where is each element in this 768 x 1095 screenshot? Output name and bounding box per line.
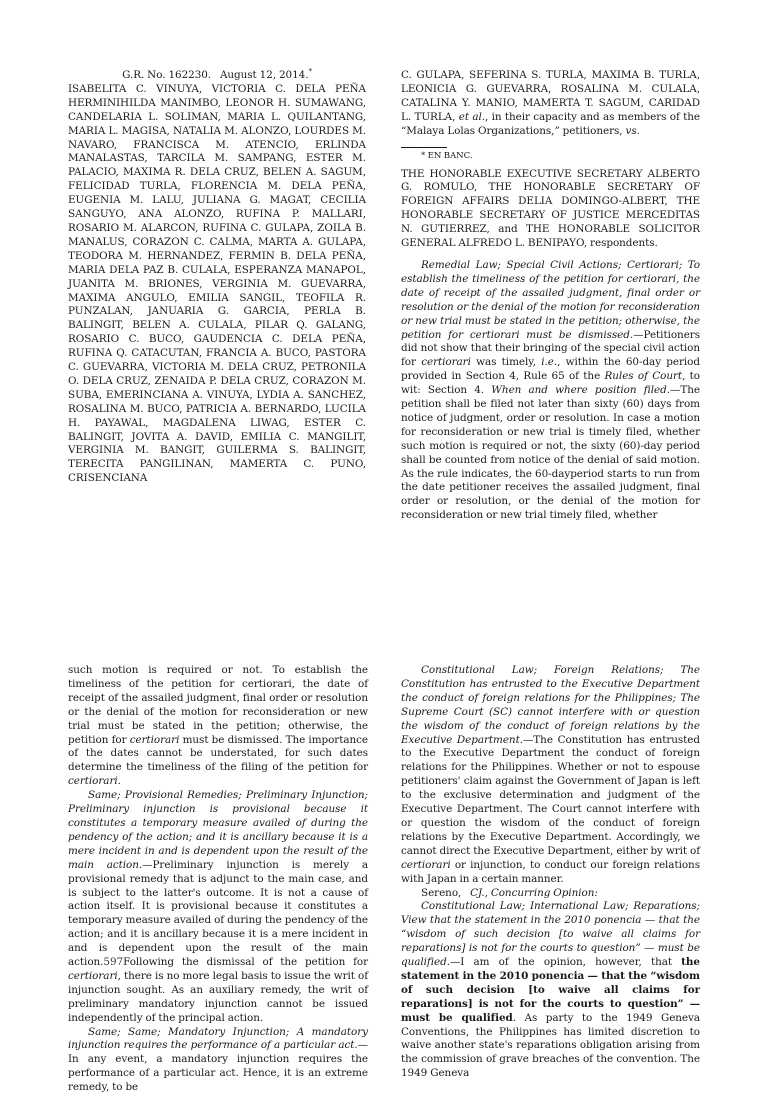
case-number: G.R. No. 162230. — [122, 69, 212, 81]
opinion-title: CJ., Concurring Opinion: — [470, 886, 598, 899]
syllabus5-bold: the statement in the 2010 ponencia — that the “wisdom of such decision [to waive all claims for reparations] is not for the courts to question” — must be qualified — [401, 956, 700, 1024]
page1-left-column — [68, 69, 366, 486]
footnote-mark: * — [308, 67, 312, 76]
syllabus-reparations — [401, 900, 700, 1081]
et-al: et al. — [458, 110, 485, 123]
syllabus1-text-e: —The petition shall be filed not later than sixty (60) days from notice of judgment, order or resolution. In case a motion for reconsideration or new trial is timely filed, whether such motion is required or not, the sixty (60)-day period shall be counted from notice of the denial of said motion. As the rule indicates, the 60-dayperiod starts to run from the date petitioner receives the assailed judgment, final order or resolution, or the denial of the motion for reconsideration or new trial timely filed, whether — [401, 384, 700, 522]
page1-right-column — [401, 69, 700, 523]
syllabus-mandatory-injunction — [68, 1026, 368, 1095]
timeliness-paragraph — [68, 664, 368, 789]
versus: vs. — [625, 124, 640, 137]
syllabus1-text-a: —Petitioners did not show that their bringing of the special civil action for — [401, 328, 700, 369]
syllabus1-rules: Rules of Court — [604, 370, 683, 383]
page2-right-column — [401, 664, 700, 1081]
concurring-opinion-heading — [401, 887, 700, 901]
petitioners-cont-text: C. GULAPA, SEFERINA S. TURLA, MAXIMA B. TURLA, LEONICIA G. GUEVARRA, ROSALINA M. CULALA, CATALINA Y. MANIO, MAMERTA T. SAGUM, CARIDAD L. TURLA, — [401, 69, 700, 123]
syllabus5-text-a: —I am of the opinion, however, that — [449, 956, 682, 969]
para1-text-b: must be dismissed. The importance of the dates cannot be understated, for such dates determine the timeliness of the filing of the petition for — [68, 733, 368, 774]
respondents-label: respondents. — [587, 237, 658, 250]
para1-certiorari: certiorari — [129, 733, 180, 746]
page2-left-column — [68, 664, 368, 1095]
case-date: August 12, 2014. — [219, 69, 309, 81]
footnote-rule — [401, 147, 447, 148]
syllabus-foreign-relations — [401, 664, 700, 887]
syllabus2-text-a: —Preliminary injunction is merely a provisional remedy that is adjunct to the main case, and is subject to the latter's outcome. It is not a cause of action itself. It is provisional because it constitutes a temporary measure availed of during the pendency of the action; and it is ancillary because it is a mere incident in and is dependent upon the result of the main action. — [68, 858, 369, 969]
syllabus3-text-a: —In any event, a mandatory injunction requires the performance of a particular act. Hence, it is an extreme remedy, to be — [68, 1039, 368, 1094]
para1-certiorari-2: certiorari — [68, 775, 118, 788]
respondents-names: THE HONORABLE EXECUTIVE SECRETARY ALBERTO G. ROMULO, THE HONORABLE SECRETARY OF FOREIGN AFFAIRS DELIA DOMINGO-ALBERT, THE HONORABLE SECRETARY OF JUSTICE MERCEDITAS N. GUTIERREZ, and THE HONORABLE SOLICITOR GENERAL ALFREDO L. BENIPAYO, — [401, 167, 700, 250]
para1-text-c: . — [117, 775, 121, 788]
petitioners-list: ISABELITA C. VINUYA, VICTORIA C. DELA PEÑA HERMINIHILDA MANIMBO, LEONOR H. SUMAWANG, CANDELARIA L. SOLIMAN, MARIA L. QUILANTANG, MARIA L. MAGISA, NATALIA M. ALONZO, LOURDES M. NAVARO, FRANCISCA M. ATENCIO, ERLINDA MANALASTAS, TARCILA M. SAMPANG, ESTER M. PALACIO, MAXIMA R. DELA CRUZ, BELEN A. SAGUM, FELICIDAD TURLA, FLORENCIA M. DELA PEÑA, EUGENIA M. LALU, JULIANA G. MAGAT, CECILIA SANGUYO, ANA ALONZO, RUFINA P. MALLARI, ROSARIO M. ALARCON, RUFINA C. GULAPA, ZOILA B. MANALUS, CORAZON C. CALMA, MARTA A. GULAPA, TEODORA M. HERNANDEZ, FERMIN B. DELA PEÑA, MARIA DELA PAZ B. CULALA, ESPERANZA MANAPOL, JUANITA M. BRIONES, VERGINIA M. GUEVARRA, MAXIMA ANGULO, EMILIA SANGIL, TEOFILA R. PUNZALAN, JANUARIA G. GARCIA, PERLA B. BALINGIT, BELEN A. CULALA, PILAR Q. GALANG, ROSARIO C. BUCO, GAUDENCIA C. DELA PEÑA, RUFINA Q. CATACUTAN, FRANCIA A. BUCO, PASTORA C. GUEVARRA, VICTORIA M. DELA CRUZ, PETRONILA O. DELA CRUZ, ZENAIDA P. DELA CRUZ, CORAZON M. SUBA, EMERINCIANA A. VINUYA, LYDIA A. SANCHEZ, ROSALINA M. BUCO, PATRICIA A. BERNARDO, LUCILA H. PAYAWAL, MAGDALENA LIWAG, ESTER C. BALINGIT, JOVITA A. DAVID, EMILIA C. MANGILIT, VERGINIA M. BANGIT, GUILERMA S. BALINGIT, TERECITA PANGILINAN, MAMERTA C. PUNO, CRISENCIANA — [68, 82, 366, 485]
syllabus1-certiorari: certiorari — [421, 356, 471, 369]
case-header — [68, 69, 366, 83]
syllabus1-text-b: was timely, — [470, 356, 542, 369]
justice-name: Sereno, — [421, 886, 462, 899]
syllabus4-certiorari: certiorari — [401, 858, 451, 871]
capacity-text: , in their capacity and as members of the “Malaya Lolas Organizations,” petitioners, — [401, 110, 700, 137]
syllabus1-when: When and where position filed. — [491, 384, 671, 397]
syllabus1-heading: Remedial Law; Special Civil Actions; Certiorari; To establish the timeliness of the petition for certiorari, the date of receipt of the assailed judgment, final order or resolution or the denial of the motion for reconsideration or new trial must be stated in the petition; otherwise, the petition for certiorari must be dismissed. — [401, 258, 700, 341]
syllabus2-text-c: , there is no more legal basis to issue the writ of injunction sought. As an auxiliary remedy, the writ of preliminary mandatory injunction cannot be issued independently of the principal action. — [68, 969, 368, 1024]
syllabus3-heading: Same; Same; Mandatory Injunction; A mandatory injunction requires the performance of a particular act. — [68, 1025, 368, 1052]
syllabus-preliminary-injunction — [68, 789, 368, 1025]
syllabus5-heading: Constitutional Law; International Law; Reparations; View that the statement in the 2010 ponencia — that the “wisdom of such decision [to waive all claims for reparations] is not for the courts to question” — must be qualified. — [401, 900, 700, 969]
syllabus4-heading: Constitutional Law; Foreign Relations; The Constitution has entrusted to the Executive Department the conduct of foreign relations for the Philippines; The Supreme Court (SC) cannot interfere with or question the wisdom of the conduct of foreign relations by the Executive Department. — [401, 664, 700, 746]
footnote-en-banc: * EN BANC. — [421, 150, 473, 161]
syllabus2-certiorari: certiorari — [68, 969, 118, 982]
respondents-list — [401, 168, 700, 251]
syllabus2-heading: Same; Provisional Remedies; Preliminary Injunction; Preliminary injunction is provisional because it constitutes a temporary measure availed of during the pendency of the action; and it is ancillary because it is a mere incident in and is dependent upon the result of the main action. — [68, 789, 368, 871]
syllabus5-text-b: . As party to the 1949 Geneva Conventions, the Philippines has limited discretion to waive another state's reparations obligation arising from the commission of grave breaches of the convention. The 1949 Geneva — [401, 1011, 700, 1080]
syllabus4-text-b: or injunction, to conduct our foreign relations with Japan in a certain manner. — [401, 858, 700, 885]
petitioners-continuation — [401, 69, 700, 139]
syllabus4-text-a: —The Constitution has entrusted to the Executive Department the conduct of foreign relations for the Philippines. Whether or not to espouse petitioners' claim against the Government of Japan is left to the exclusive determination and judgment of the Executive Department. The Court cannot interfere with or question the wisdom of the conduct of foreign relations by the Executive Department. Accordingly, we cannot direct the Executive Department, either by writ of — [401, 733, 701, 857]
syllabus-remedial-law — [401, 259, 700, 523]
syllabus1-text-d: , to wit: Section 4. — [401, 370, 700, 397]
syllabus1-text-c: , within the 60-day period provided in Section 4, Rule 65 of the — [401, 356, 700, 383]
syllabus1-ie: i.e. — [541, 356, 558, 369]
para1-text-a: such motion is required or not. To establish the timeliness of the petition for certiorari, the date of receipt of the assailed judgment, final order or resolution or the denial of the motion for reconsideration or new trial must be stated in the petition; otherwise, the petition for — [68, 664, 368, 746]
syllabus2-text-b: Following the dismissal of the petition for — [123, 956, 368, 969]
page-marker: 597 — [103, 956, 124, 969]
